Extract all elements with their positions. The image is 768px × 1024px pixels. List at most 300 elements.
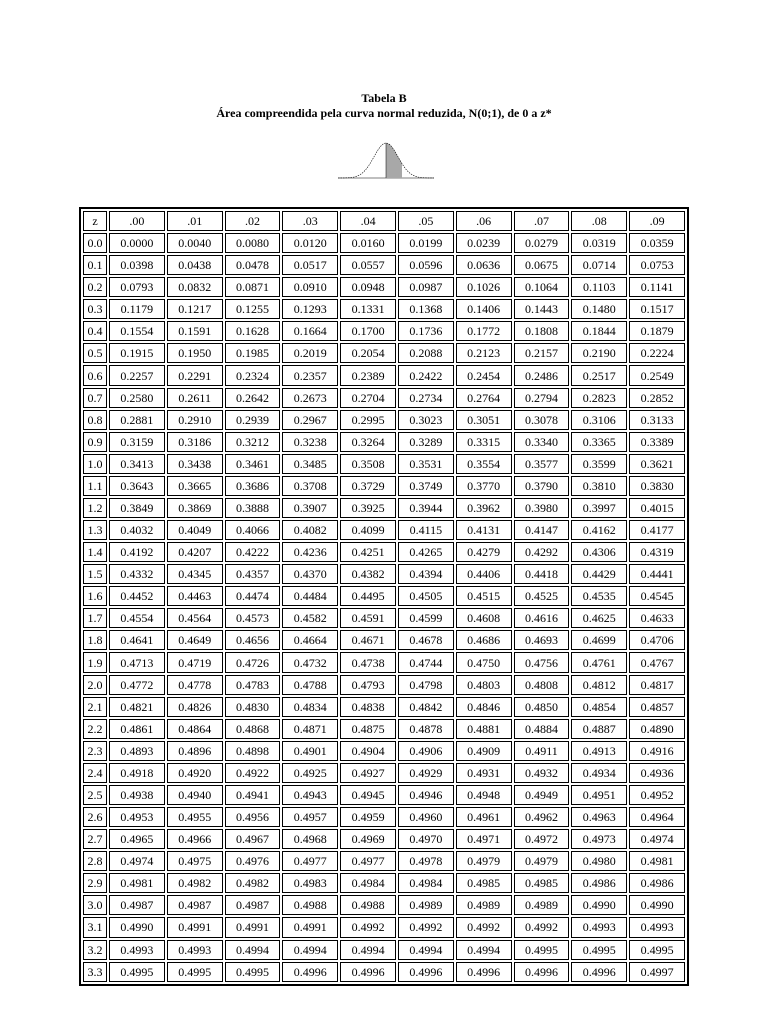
area-cell: 0.3212 [225,432,281,452]
area-cell: 0.4147 [514,520,570,540]
area-cell: 0.4995 [225,962,281,982]
area-cell: 0.4441 [629,564,685,584]
area-cell: 0.3577 [514,454,570,474]
area-cell: 0.4934 [571,763,627,783]
area-cell: 0.4913 [571,741,627,761]
area-cell: 0.4936 [629,763,685,783]
area-cell: 0.4989 [398,895,454,915]
area-cell: 0.0793 [109,277,165,297]
area-cell: 0.4993 [109,940,165,960]
area-cell: 0.4761 [571,652,627,672]
area-cell: 0.4803 [456,675,512,695]
area-cell: 0.4545 [629,586,685,606]
area-cell: 0.0438 [167,255,223,275]
area-cell: 0.4929 [398,763,454,783]
area-cell: 0.3264 [340,432,396,452]
document-heading [0,91,768,121]
area-cell: 0.2794 [514,388,570,408]
table-row [83,917,685,937]
area-cell: 0.4987 [167,895,223,915]
table-row [83,940,685,960]
area-cell: 0.4901 [282,741,338,761]
area-cell: 0.3907 [282,498,338,518]
area-cell: 0.4251 [340,542,396,562]
area-cell: 0.4783 [225,675,281,695]
area-cell: 0.3413 [109,454,165,474]
area-cell: 0.4370 [282,564,338,584]
area-cell: 0.4726 [225,652,281,672]
area-cell: 0.4875 [340,719,396,739]
area-cell: 0.2517 [571,365,627,385]
area-cell: 0.4573 [225,608,281,628]
area-cell: 0.4978 [398,851,454,871]
column-header: .06 [456,211,512,231]
area-cell: 0.4641 [109,630,165,650]
area-cell: 0.2642 [225,388,281,408]
table-row [83,498,685,518]
area-cell: 0.4990 [629,895,685,915]
table-row [83,873,685,893]
area-cell: 0.3133 [629,410,685,430]
area-cell: 0.0675 [514,255,570,275]
area-cell: 0.1879 [629,321,685,341]
z-value-cell: 3.1 [83,917,107,937]
area-cell: 0.2324 [225,365,281,385]
area-cell: 0.4932 [514,763,570,783]
area-cell: 0.4992 [456,917,512,937]
area-cell: 0.4976 [225,851,281,871]
area-cell: 0.4996 [340,962,396,982]
z-value-cell: 0.4 [83,321,107,341]
z-value-cell: 3.3 [83,962,107,982]
table-row [83,785,685,805]
area-cell: 0.4066 [225,520,281,540]
area-cell: 0.2704 [340,388,396,408]
area-cell: 0.4995 [167,962,223,982]
table-row [83,388,685,408]
area-cell: 0.4495 [340,586,396,606]
area-cell: 0.4962 [514,807,570,827]
area-cell: 0.4345 [167,564,223,584]
area-cell: 0.4222 [225,542,281,562]
area-cell: 0.3461 [225,454,281,474]
area-cell: 0.3980 [514,498,570,518]
area-cell: 0.4564 [167,608,223,628]
area-cell: 0.3869 [167,498,223,518]
area-cell: 0.4941 [225,785,281,805]
area-cell: 0.4881 [456,719,512,739]
column-header: .05 [398,211,454,231]
z-value-cell: 2.6 [83,807,107,827]
area-cell: 0.4993 [629,917,685,937]
area-cell: 0.4319 [629,542,685,562]
area-cell: 0.4967 [225,829,281,849]
area-cell: 0.1026 [456,277,512,297]
area-cell: 0.4279 [456,542,512,562]
area-cell: 0.0080 [225,233,281,253]
area-cell: 0.4916 [629,741,685,761]
area-cell: 0.3962 [456,498,512,518]
area-cell: 0.1406 [456,299,512,319]
area-cell: 0.3238 [282,432,338,452]
area-cell: 0.4996 [398,962,454,982]
area-cell: 0.4951 [571,785,627,805]
area-cell: 0.4994 [282,940,338,960]
area-cell: 0.2881 [109,410,165,430]
area-cell: 0.4778 [167,675,223,695]
area-cell: 0.4554 [109,608,165,628]
area-cell: 0.4922 [225,763,281,783]
area-cell: 0.4162 [571,520,627,540]
area-cell: 0.4616 [514,608,570,628]
area-cell: 0.1808 [514,321,570,341]
area-cell: 0.1064 [514,277,570,297]
z-value-cell: 1.2 [83,498,107,518]
area-cell: 0.2357 [282,365,338,385]
area-cell: 0.4957 [282,807,338,827]
area-cell: 0.2422 [398,365,454,385]
area-cell: 0.4418 [514,564,570,584]
area-cell: 0.3485 [282,454,338,474]
table-row [83,829,685,849]
area-cell: 0.1664 [282,321,338,341]
area-cell: 0.4535 [571,586,627,606]
area-cell: 0.4817 [629,675,685,695]
curve-shaded-area [386,143,402,178]
area-cell: 0.4429 [571,564,627,584]
area-cell: 0.4994 [398,940,454,960]
table-row [83,277,685,297]
area-cell: 0.4884 [514,719,570,739]
area-cell: 0.1255 [225,299,281,319]
area-cell: 0.4099 [340,520,396,540]
area-cell: 0.2611 [167,388,223,408]
area-cell: 0.0832 [167,277,223,297]
table-row [83,962,685,982]
area-cell: 0.3997 [571,498,627,518]
z-value-cell: 0.3 [83,299,107,319]
area-cell: 0.4986 [629,873,685,893]
area-cell: 0.4960 [398,807,454,827]
area-cell: 0.4971 [456,829,512,849]
area-cell: 0.3186 [167,432,223,452]
area-cell: 0.4898 [225,741,281,761]
area-cell: 0.4713 [109,652,165,672]
area-cell: 0.1950 [167,343,223,363]
area-cell: 0.4956 [225,807,281,827]
area-cell: 0.0279 [514,233,570,253]
area-cell: 0.4925 [282,763,338,783]
area-cell: 0.4952 [629,785,685,805]
area-cell: 0.1217 [167,299,223,319]
table-row [83,652,685,672]
area-cell: 0.4788 [282,675,338,695]
area-cell: 0.1844 [571,321,627,341]
area-cell: 0.3944 [398,498,454,518]
column-header: .01 [167,211,223,231]
area-cell: 0.4192 [109,542,165,562]
area-cell: 0.4474 [225,586,281,606]
area-cell: 0.2995 [340,410,396,430]
area-cell: 0.1331 [340,299,396,319]
area-cell: 0.3438 [167,454,223,474]
area-cell: 0.4984 [340,873,396,893]
area-cell: 0.4842 [398,697,454,717]
column-header: .03 [282,211,338,231]
area-cell: 0.4988 [340,895,396,915]
area-cell: 0.4993 [571,917,627,937]
area-cell: 0.3925 [340,498,396,518]
z-value-cell: 1.0 [83,454,107,474]
area-cell: 0.2910 [167,410,223,430]
area-cell: 0.4927 [340,763,396,783]
area-cell: 0.0596 [398,255,454,275]
z-value-cell: 2.4 [83,763,107,783]
area-cell: 0.1368 [398,299,454,319]
column-header: .04 [340,211,396,231]
area-cell: 0.2054 [340,343,396,363]
area-cell: 0.4515 [456,586,512,606]
z-table-frame [79,207,689,986]
area-cell: 0.4977 [282,851,338,871]
area-cell: 0.1736 [398,321,454,341]
area-cell: 0.4525 [514,586,570,606]
table-row [83,697,685,717]
z-value-cell: 1.3 [83,520,107,540]
area-cell: 0.2257 [109,365,165,385]
area-cell: 0.4977 [340,851,396,871]
table-header-row [83,211,685,231]
area-cell: 0.4591 [340,608,396,628]
area-cell: 0.0910 [282,277,338,297]
area-cell: 0.1443 [514,299,570,319]
area-cell: 0.0753 [629,255,685,275]
z-value-cell: 0.6 [83,365,107,385]
area-cell: 0.4963 [571,807,627,827]
area-cell: 0.1517 [629,299,685,319]
area-cell: 0.3106 [571,410,627,430]
z-value-cell: 1.6 [83,586,107,606]
area-cell: 0.4608 [456,608,512,628]
area-cell: 0.4505 [398,586,454,606]
area-cell: 0.4904 [340,741,396,761]
area-cell: 0.0517 [282,255,338,275]
area-cell: 0.4949 [514,785,570,805]
area-cell: 0.4265 [398,542,454,562]
area-cell: 0.4968 [282,829,338,849]
area-cell: 0.4830 [225,697,281,717]
area-cell: 0.3749 [398,476,454,496]
area-cell: 0.4969 [340,829,396,849]
area-cell: 0.2019 [282,343,338,363]
table-row [83,763,685,783]
area-cell: 0.4985 [456,873,512,893]
table-row [83,454,685,474]
area-cell: 0.4995 [514,940,570,960]
z-value-cell: 0.1 [83,255,107,275]
table-row [83,255,685,275]
area-cell: 0.4896 [167,741,223,761]
area-cell: 0.2967 [282,410,338,430]
area-cell: 0.0636 [456,255,512,275]
area-cell: 0.4989 [514,895,570,915]
area-cell: 0.4890 [629,719,685,739]
area-cell: 0.4991 [167,917,223,937]
area-cell: 0.4991 [282,917,338,937]
area-cell: 0.4678 [398,630,454,650]
area-cell: 0.3159 [109,432,165,452]
area-cell: 0.3365 [571,432,627,452]
area-cell: 0.0871 [225,277,281,297]
area-cell: 0.4772 [109,675,165,695]
table-title: Tabela B [361,91,407,105]
area-cell: 0.4871 [282,719,338,739]
area-cell: 0.4834 [282,697,338,717]
normal-curve-shaded-area-icon [336,138,436,184]
area-cell: 0.4979 [514,851,570,871]
area-cell: 0.1700 [340,321,396,341]
area-cell: 0.2157 [514,343,570,363]
area-cell: 0.4980 [571,851,627,871]
z-value-cell: 1.9 [83,652,107,672]
area-cell: 0.4131 [456,520,512,540]
area-cell: 0.4985 [514,873,570,893]
area-cell: 0.4625 [571,608,627,628]
area-cell: 0.4995 [629,940,685,960]
area-cell: 0.0319 [571,233,627,253]
area-cell: 0.1772 [456,321,512,341]
table-row [83,365,685,385]
area-cell: 0.4599 [398,608,454,628]
area-cell: 0.0987 [398,277,454,297]
area-cell: 0.0160 [340,233,396,253]
area-cell: 0.4982 [167,873,223,893]
area-cell: 0.4750 [456,652,512,672]
area-cell: 0.1915 [109,343,165,363]
area-cell: 0.3554 [456,454,512,474]
table-row [83,321,685,341]
area-cell: 0.3643 [109,476,165,496]
table-row [83,410,685,430]
area-cell: 0.4909 [456,741,512,761]
area-cell: 0.2123 [456,343,512,363]
area-cell: 0.4955 [167,807,223,827]
z-value-cell: 1.5 [83,564,107,584]
area-cell: 0.4719 [167,652,223,672]
area-cell: 0.1554 [109,321,165,341]
area-cell: 0.4406 [456,564,512,584]
table-row [83,564,685,584]
table-body [83,233,685,982]
area-cell: 0.0948 [340,277,396,297]
area-cell: 0.1103 [571,277,627,297]
area-cell: 0.4015 [629,498,685,518]
z-value-cell: 3.0 [83,895,107,915]
area-cell: 0.4656 [225,630,281,650]
area-cell: 0.4918 [109,763,165,783]
area-cell: 0.2764 [456,388,512,408]
area-cell: 0.4826 [167,697,223,717]
area-cell: 0.3770 [456,476,512,496]
area-cell: 0.4738 [340,652,396,672]
table-row [83,807,685,827]
area-cell: 0.4846 [456,697,512,717]
area-cell: 0.4945 [340,785,396,805]
area-cell: 0.1293 [282,299,338,319]
area-cell: 0.0239 [456,233,512,253]
area-cell: 0.1141 [629,277,685,297]
area-cell: 0.4992 [398,917,454,937]
table-row [83,741,685,761]
area-cell: 0.4793 [340,675,396,695]
area-cell: 0.3315 [456,432,512,452]
area-cell: 0.4706 [629,630,685,650]
table-row [83,586,685,606]
area-cell: 0.4821 [109,697,165,717]
z-table [81,209,687,984]
area-cell: 0.0199 [398,233,454,253]
column-header: .00 [109,211,165,231]
area-cell: 0.3289 [398,432,454,452]
area-cell: 0.3508 [340,454,396,474]
z-value-cell: 0.5 [83,343,107,363]
area-cell: 0.4394 [398,564,454,584]
area-cell: 0.4207 [167,542,223,562]
area-cell: 0.4995 [571,940,627,960]
area-cell: 0.0557 [340,255,396,275]
area-cell: 0.4906 [398,741,454,761]
area-cell: 0.4032 [109,520,165,540]
table-row [83,542,685,562]
area-cell: 0.2486 [514,365,570,385]
z-value-cell: 2.5 [83,785,107,805]
area-cell: 0.4994 [456,940,512,960]
z-value-cell: 1.1 [83,476,107,496]
area-cell: 0.4990 [109,917,165,937]
area-cell: 0.4633 [629,608,685,628]
area-cell: 0.0120 [282,233,338,253]
area-cell: 0.4990 [571,895,627,915]
z-value-cell: 1.4 [83,542,107,562]
area-cell: 0.4940 [167,785,223,805]
area-cell: 0.4306 [571,542,627,562]
area-cell: 0.1628 [225,321,281,341]
area-cell: 0.4965 [109,829,165,849]
area-cell: 0.4292 [514,542,570,562]
column-header: .09 [629,211,685,231]
area-cell: 0.4177 [629,520,685,540]
z-value-cell: 0.7 [83,388,107,408]
z-value-cell: 2.1 [83,697,107,717]
area-cell: 0.4049 [167,520,223,540]
area-cell: 0.4995 [109,962,165,982]
column-header: .07 [514,211,570,231]
area-cell: 0.4082 [282,520,338,540]
area-cell: 0.4970 [398,829,454,849]
area-cell: 0.0398 [109,255,165,275]
area-cell: 0.4744 [398,652,454,672]
area-cell: 0.0359 [629,233,685,253]
area-cell: 0.4984 [398,873,454,893]
area-cell: 0.4996 [514,962,570,982]
area-cell: 0.4236 [282,542,338,562]
area-cell: 0.4808 [514,675,570,695]
area-cell: 0.4868 [225,719,281,739]
area-cell: 0.4857 [629,697,685,717]
table-row [83,476,685,496]
area-cell: 0.4986 [571,873,627,893]
area-cell: 0.3708 [282,476,338,496]
